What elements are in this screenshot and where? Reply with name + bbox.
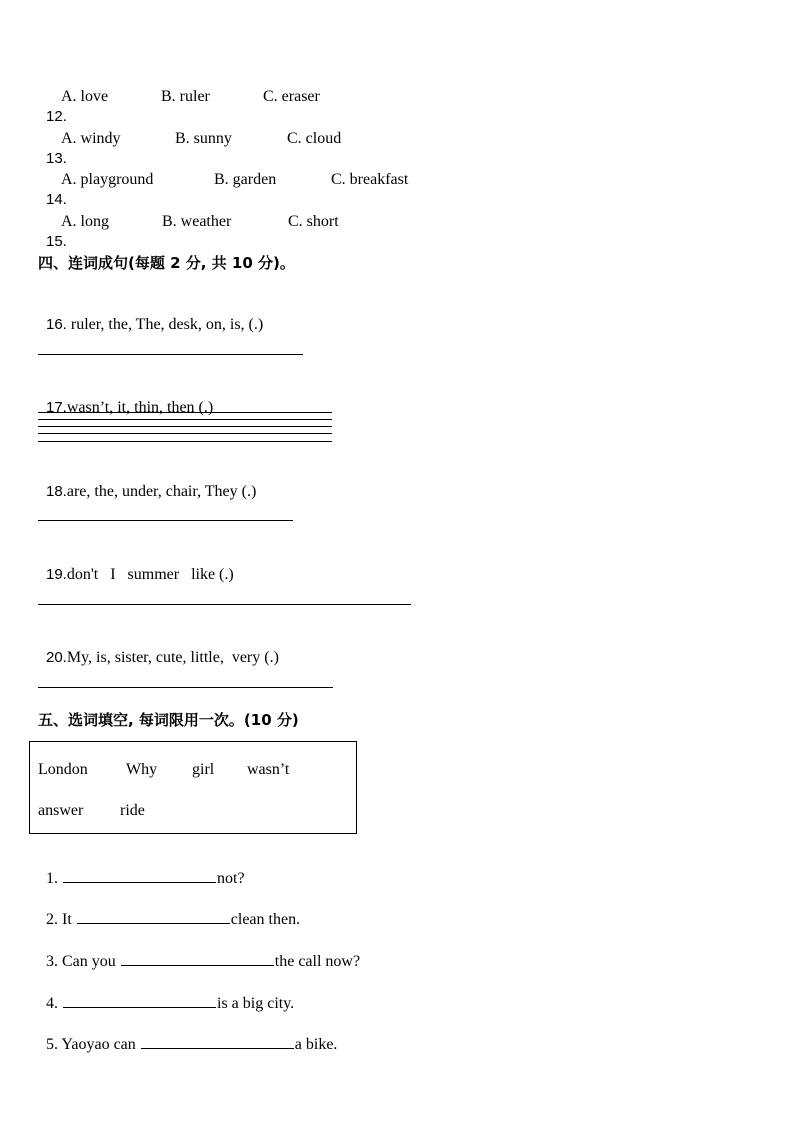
option-b: B. ruler [161, 88, 210, 105]
fill-prefix: 3. Can you [46, 953, 120, 970]
fill-item-4 [38, 973, 294, 1014]
option-a: A. long [61, 213, 109, 230]
fill-suffix: clean then. [230, 911, 301, 928]
option-b: B. weather [162, 213, 232, 230]
question-19 [38, 545, 234, 585]
question-number: 19. [46, 566, 67, 583]
question-number: 13. [46, 150, 67, 167]
answer-line-17b[interactable] [38, 419, 332, 420]
question-text: ruler, the, The, desk, on, is, (.) [66, 316, 264, 333]
question-number: 14. [46, 191, 67, 208]
option-a: A. love [61, 88, 109, 105]
fill-item-5 [38, 1014, 337, 1055]
section-five-heading: 五、选词填空, 每词限用一次。(10 分) [38, 711, 299, 729]
fill-blank[interactable] [141, 1034, 294, 1049]
question-number: 16. [46, 316, 67, 333]
answer-line-19[interactable] [38, 604, 411, 605]
option-b: B. sunny [175, 130, 232, 147]
question-14 [38, 170, 458, 208]
option-c: C. short [288, 213, 339, 230]
option-a: A. windy [61, 130, 121, 147]
question-number: 15. [46, 233, 67, 250]
fill-suffix: is a big city. [217, 995, 295, 1012]
fill-suffix: a bike. [294, 1036, 338, 1053]
option-c: C. breakfast [331, 171, 409, 188]
fill-item-3 [38, 931, 360, 972]
answer-line-17a[interactable] [38, 412, 332, 413]
word-bank-item: wasn’t [247, 761, 290, 778]
fill-blank[interactable] [63, 868, 216, 883]
question-text: wasn’t, it, thin, then (.) [66, 399, 214, 416]
word-bank-item: Why [126, 761, 158, 778]
question-number: 12. [46, 108, 67, 125]
fill-suffix: not? [217, 870, 245, 887]
option-c: C. cloud [287, 130, 342, 147]
question-16 [38, 295, 263, 335]
option-b: B. garden [214, 171, 277, 188]
fill-blank[interactable] [77, 909, 230, 924]
question-text: are, the, under, chair, They (.) [66, 483, 257, 500]
answer-line-17e[interactable] [38, 441, 332, 442]
question-number: 20. [46, 649, 67, 666]
fill-suffix: the call now? [274, 953, 361, 970]
question-12 [38, 87, 458, 125]
question-number: 18. [46, 483, 67, 500]
word-bank-box [29, 741, 357, 834]
fill-blank[interactable] [63, 993, 216, 1008]
answer-line-18[interactable] [38, 520, 293, 521]
word-bank-item: London [38, 761, 88, 778]
answer-line-16[interactable] [38, 354, 303, 355]
word-bank-item: girl [192, 761, 215, 778]
question-number: 17. [46, 399, 67, 416]
fill-item-2 [38, 889, 300, 930]
fill-blank[interactable] [121, 951, 274, 966]
answer-line-17d[interactable] [38, 433, 332, 434]
answer-line-20[interactable] [38, 687, 333, 688]
fill-item-1 [38, 848, 245, 889]
question-text: My, is, sister, cute, little, very (.) [66, 649, 279, 666]
question-13 [38, 129, 458, 167]
fill-prefix: 4. [46, 995, 62, 1012]
fill-prefix: 2. It [46, 911, 76, 928]
option-c: C. eraser [263, 88, 320, 105]
fill-prefix: 1. [46, 870, 62, 887]
option-a: A. playground [61, 171, 154, 188]
question-18 [38, 462, 256, 502]
fill-prefix: 5. Yaoyao can [46, 1036, 140, 1053]
word-bank-item: ride [120, 802, 145, 819]
section-four-heading: 四、连词成句(每题 2 分, 共 10 分)。 [38, 254, 295, 272]
question-text: don't I summer like (.) [66, 566, 234, 583]
question-20 [38, 628, 279, 668]
word-bank-item: answer [38, 802, 84, 819]
answer-line-17c[interactable] [38, 426, 332, 427]
question-15 [38, 212, 458, 250]
